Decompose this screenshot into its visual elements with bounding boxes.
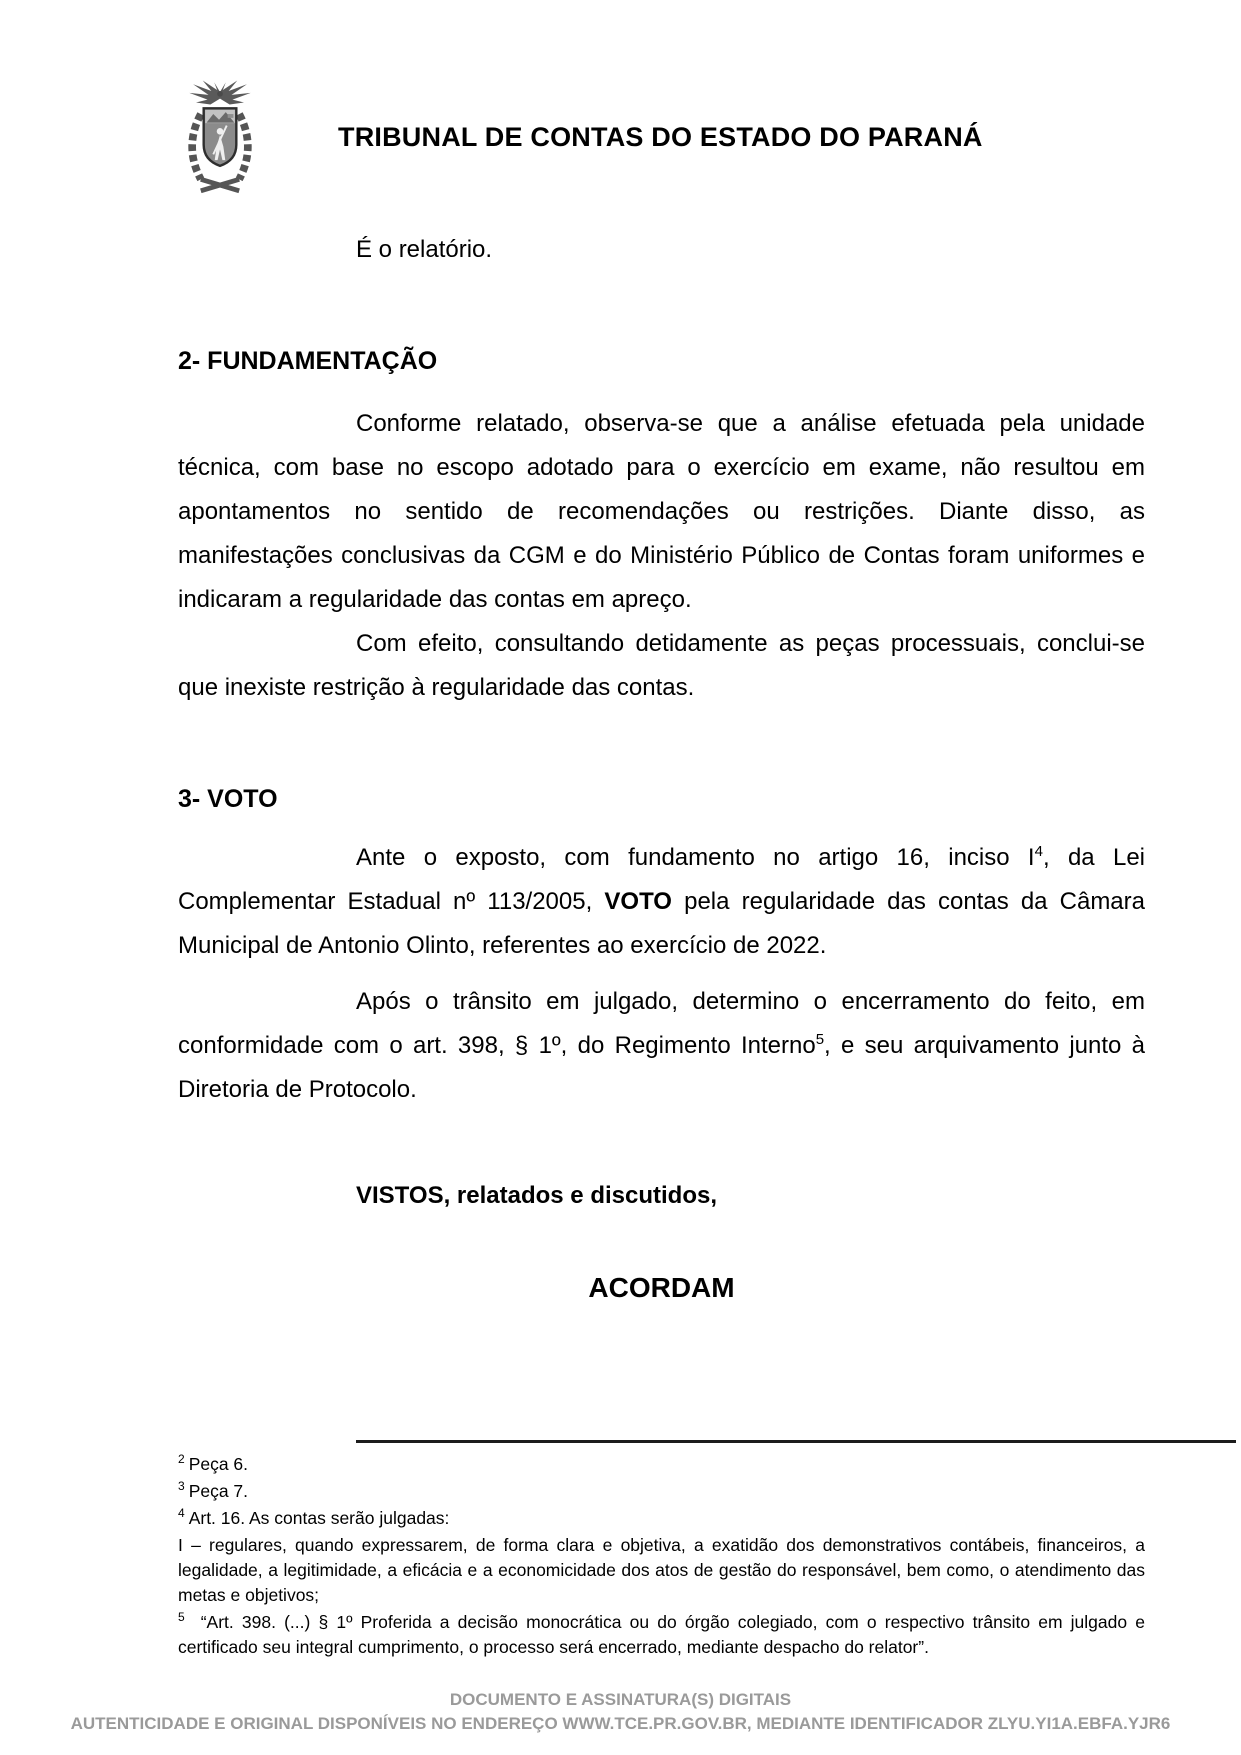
voto-text-mid: , da Lei Complementar Estadual nº 113/2005, [178, 844, 1145, 915]
document-body [178, 228, 1145, 1310]
acordam-heading: ACORDAM [588, 1272, 735, 1303]
footnote-3-number: 3 [178, 1479, 185, 1494]
voto-bold-word: VOTO [604, 888, 672, 915]
footnote-ref-4: 4 [1034, 843, 1043, 860]
paragraph-fundamentacao-2: Com efeito, consultando detidamente as peças processuais, conclui-se que inexiste restrição à regularidade das contas. [178, 630, 1145, 701]
relatorio-line: É o relatório. [356, 236, 493, 263]
voto-text-start: Ante o exposto, com fundamento no artigo 16, inciso I [356, 844, 1035, 871]
voto-text-end: pela regularidade das contas da Câmara Municipal de Antonio Olinto, referentes ao exercício de 2022. [178, 888, 1145, 959]
footnote-ref-5: 5 [815, 1031, 825, 1048]
footnote-3 [178, 1479, 1145, 1504]
paragraph-fundamentacao-1: Conforme relatado, observa-se que a análise efetuada pela unidade técnica, com base no escopo adotado para o exercício em exame, não resultou em apontamentos no sentido de recomendações ou restrições. Diante disso, as manifestações conclusivas da CGM e do Ministério Público de Contas foram uniformes e indicaram a regularidade das contas em apreço. [178, 410, 1145, 613]
footnote-3-text: Peça 7. [188, 1481, 249, 1501]
footnote-2 [178, 1452, 1145, 1477]
footnote-2-text: Peça 6. [188, 1454, 249, 1474]
digital-signature-footer [0, 1688, 1241, 1736]
section-heading-voto: 3- VOTO [178, 785, 278, 813]
transito-text-end: , e seu arquivamento junto à Diretoria de Protocolo. [178, 1032, 1146, 1103]
parana-coat-of-arms-icon [172, 76, 268, 202]
vistos-line: VISTOS, relatados e discutidos, [356, 1182, 717, 1209]
footnote-5-number: 5 [178, 1610, 185, 1625]
footnote-4-continuation [178, 1533, 1145, 1608]
footnote-5 [178, 1610, 1145, 1660]
footnote-4-continuation-text: I – regulares, quando expressarem, de forma clara e objetiva, a exatidão dos demonstrativos contábeis, financeiros, a legalidade, a legitimidade, a eficácia e a economicidade dos atos de gestão do responsável, bem como, o atendimento das metas e objetivos; [178, 1535, 1145, 1605]
page-title: TRIBUNAL DE CONTAS DO ESTADO DO PARANÁ [338, 122, 983, 152]
footnote-4-text: Art. 16. As contas serão julgadas: [188, 1508, 450, 1528]
footnote-separator [356, 1440, 1236, 1443]
section-heading-fundamentacao: 2- FUNDAMENTAÇÃO [178, 347, 438, 375]
footnote-4 [178, 1506, 1145, 1531]
footer-line-1: DOCUMENTO E ASSINATURA(S) DIGITAIS [449, 1690, 792, 1709]
transito-text-start: Após o trânsito em julgado, determino o encerramento do feito, em conformidade com o art. 398, § 1º, do Regimento Interno [178, 988, 1145, 1059]
footnote-2-number: 2 [178, 1452, 185, 1467]
footnote-5-text: “Art. 398. (...) § 1º Proferida a decisão monocrática ou do órgão colegiado, com o respectivo trânsito em julgado e certificado seu integral cumprimento, o processo será encerrado, mediante despacho do relator”. [178, 1612, 1145, 1657]
footnotes-block [178, 1452, 1145, 1662]
paragraph-voto-2 [178, 980, 1145, 1112]
footnote-4-number: 4 [178, 1506, 185, 1521]
footer-line-2: AUTENTICIDADE E ORIGINAL DISPONÍVEIS NO ENDEREÇO WWW.TCE.PR.GOV.BR, MEDIANTE IDENTIFICADOR ZLYU.YI1A.EBFA.YJR6 [70, 1714, 1171, 1733]
paragraph-voto-1 [178, 836, 1145, 968]
